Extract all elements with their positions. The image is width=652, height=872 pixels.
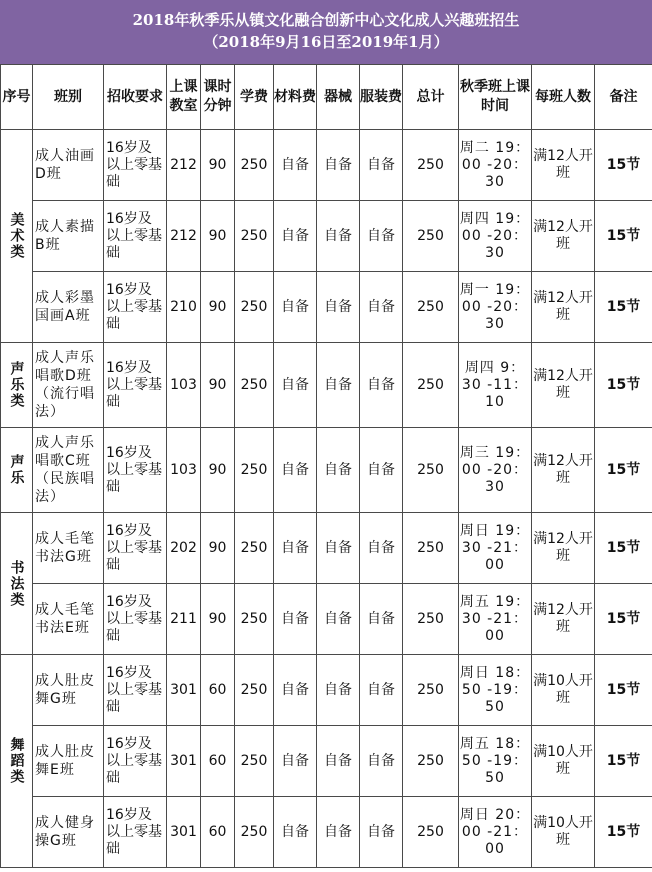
schedule-cell: 周五 19：30 -21：00 (459, 584, 532, 655)
requirement-cell: 16岁及以上零基础 (104, 584, 167, 655)
col-header-time: 秋季班上课时间 (459, 65, 532, 130)
minutes-cell: 90 (201, 272, 235, 343)
tuition-cell: 250 (235, 130, 274, 201)
requirement-cell: 16岁及以上零基础 (104, 655, 167, 726)
material-cell: 自备 (274, 130, 317, 201)
material-cell: 自备 (274, 428, 317, 513)
schedule-cell: 周日 18：50 -19：50 (459, 655, 532, 726)
equipment-cell: 自备 (317, 584, 360, 655)
material-cell: 自备 (274, 797, 317, 868)
costume-cell: 自备 (360, 428, 403, 513)
note-cell: 15节 (595, 797, 652, 868)
material-cell: 自备 (274, 201, 317, 272)
room-cell: 103 (167, 343, 201, 428)
tuition-cell: 250 (235, 272, 274, 343)
total-cell: 250 (403, 343, 459, 428)
minutes-cell: 90 (201, 428, 235, 513)
class-name-cell: 成人肚皮舞G班 (33, 655, 104, 726)
minutes-cell: 60 (201, 726, 235, 797)
minutes-cell: 90 (201, 201, 235, 272)
class-size-cell: 满12人开班 (532, 584, 595, 655)
table-row (1, 797, 652, 868)
material-cell: 自备 (274, 655, 317, 726)
schedule-cell: 周一 19：00 -20：30 (459, 272, 532, 343)
total-cell: 250 (403, 428, 459, 513)
col-header-requirement: 招收要求 (104, 65, 167, 130)
total-cell: 250 (403, 201, 459, 272)
class-name-cell: 成人毛笔书法G班 (33, 513, 104, 584)
room-cell: 212 (167, 201, 201, 272)
class-size-cell: 满12人开班 (532, 343, 595, 428)
tuition-cell: 250 (235, 428, 274, 513)
page-subtitle: （2018年9月16日至2019年1月） (203, 33, 449, 51)
total-cell: 250 (403, 272, 459, 343)
costume-cell: 自备 (360, 513, 403, 584)
minutes-cell: 90 (201, 130, 235, 201)
minutes-cell: 90 (201, 343, 235, 428)
table-row (1, 272, 652, 343)
class-name-cell: 成人油画D班 (33, 130, 104, 201)
room-cell: 210 (167, 272, 201, 343)
requirement-cell: 16岁及以上零基础 (104, 201, 167, 272)
requirement-cell: 16岁及以上零基础 (104, 513, 167, 584)
material-cell: 自备 (274, 272, 317, 343)
header-row (1, 65, 652, 130)
schedule-cell: 周日 19：30 -21：00 (459, 513, 532, 584)
minutes-cell: 90 (201, 584, 235, 655)
costume-cell: 自备 (360, 130, 403, 201)
schedule-cell: 周四 19：00 -20：30 (459, 201, 532, 272)
class-size-cell: 满10人开班 (532, 655, 595, 726)
col-header-index: 序号 (1, 65, 33, 130)
note-cell: 15节 (595, 343, 652, 428)
room-cell: 301 (167, 655, 201, 726)
note-cell: 15节 (595, 130, 652, 201)
class-size-cell: 满10人开班 (532, 797, 595, 868)
equipment-cell: 自备 (317, 428, 360, 513)
total-cell: 250 (403, 655, 459, 726)
category-cell: 声乐 (1, 428, 33, 513)
class-size-cell: 满12人开班 (532, 428, 595, 513)
costume-cell: 自备 (360, 797, 403, 868)
table-row (1, 726, 652, 797)
note-cell: 15节 (595, 726, 652, 797)
category-cell: 美术类 (1, 130, 33, 343)
tuition-cell: 250 (235, 726, 274, 797)
col-header-minutes: 课时分钟 (201, 65, 235, 130)
col-header-tuition: 学费 (235, 65, 274, 130)
requirement-cell: 16岁及以上零基础 (104, 726, 167, 797)
title-banner (0, 0, 652, 64)
col-header-note: 备注 (595, 65, 652, 130)
total-cell: 250 (403, 513, 459, 584)
page-title: 2018年秋季乐从镇文化融合创新中心文化成人兴趣班招生 (132, 11, 520, 29)
col-header-class: 班别 (33, 65, 104, 130)
class-name-cell: 成人健身操G班 (33, 797, 104, 868)
costume-cell: 自备 (360, 201, 403, 272)
costume-cell: 自备 (360, 343, 403, 428)
requirement-cell: 16岁及以上零基础 (104, 428, 167, 513)
total-cell: 250 (403, 130, 459, 201)
requirement-cell: 16岁及以上零基础 (104, 130, 167, 201)
col-header-equipment: 器械 (317, 65, 360, 130)
equipment-cell: 自备 (317, 797, 360, 868)
costume-cell: 自备 (360, 655, 403, 726)
equipment-cell: 自备 (317, 726, 360, 797)
note-cell: 15节 (595, 655, 652, 726)
class-size-cell: 满12人开班 (532, 201, 595, 272)
col-header-costume: 服装费 (360, 65, 403, 130)
class-size-cell: 满10人开班 (532, 726, 595, 797)
room-cell: 202 (167, 513, 201, 584)
class-name-cell: 成人毛笔书法E班 (33, 584, 104, 655)
requirement-cell: 16岁及以上零基础 (104, 797, 167, 868)
class-name-cell: 成人声乐唱歌D班（流行唱法） (33, 343, 104, 428)
schedule-cell: 周二 19：00 -20：30 (459, 130, 532, 201)
equipment-cell: 自备 (317, 513, 360, 584)
note-cell: 15节 (595, 201, 652, 272)
requirement-cell: 16岁及以上零基础 (104, 272, 167, 343)
schedule-cell: 周五 18：50 -19：50 (459, 726, 532, 797)
total-cell: 250 (403, 797, 459, 868)
schedule-cell: 周四 9：30 -11：10 (459, 343, 532, 428)
requirement-cell: 16岁及以上零基础 (104, 343, 167, 428)
class-name-cell: 成人素描B班 (33, 201, 104, 272)
tuition-cell: 250 (235, 797, 274, 868)
tuition-cell: 250 (235, 584, 274, 655)
equipment-cell: 自备 (317, 201, 360, 272)
col-header-room: 上课教室 (167, 65, 201, 130)
note-cell: 15节 (595, 584, 652, 655)
material-cell: 自备 (274, 343, 317, 428)
total-cell: 250 (403, 726, 459, 797)
costume-cell: 自备 (360, 272, 403, 343)
class-size-cell: 满12人开班 (532, 513, 595, 584)
room-cell: 212 (167, 130, 201, 201)
class-size-cell: 满12人开班 (532, 272, 595, 343)
tuition-cell: 250 (235, 343, 274, 428)
table-row (1, 584, 652, 655)
costume-cell: 自备 (360, 584, 403, 655)
class-name-cell: 成人肚皮舞E班 (33, 726, 104, 797)
total-cell: 250 (403, 584, 459, 655)
table-row (1, 201, 652, 272)
costume-cell: 自备 (360, 726, 403, 797)
room-cell: 301 (167, 726, 201, 797)
note-cell: 15节 (595, 428, 652, 513)
col-header-total: 总计 (403, 65, 459, 130)
room-cell: 103 (167, 428, 201, 513)
category-cell: 声乐类 (1, 343, 33, 428)
equipment-cell: 自备 (317, 130, 360, 201)
enrollment-table (0, 64, 652, 868)
material-cell: 自备 (274, 584, 317, 655)
category-cell: 舞蹈类 (1, 655, 33, 868)
class-size-cell: 满12人开班 (532, 130, 595, 201)
note-cell: 15节 (595, 513, 652, 584)
minutes-cell: 60 (201, 797, 235, 868)
col-header-class-size: 每班人数 (532, 65, 595, 130)
tuition-cell: 250 (235, 655, 274, 726)
schedule-cell: 周三 19：00 -20：30 (459, 428, 532, 513)
minutes-cell: 90 (201, 513, 235, 584)
table-row (1, 343, 652, 428)
schedule-cell: 周日 20：00 -21：00 (459, 797, 532, 868)
table-row (1, 655, 652, 726)
equipment-cell: 自备 (317, 655, 360, 726)
tuition-cell: 250 (235, 201, 274, 272)
class-name-cell: 成人彩墨国画A班 (33, 272, 104, 343)
category-cell: 书法类 (1, 513, 33, 655)
minutes-cell: 60 (201, 655, 235, 726)
table-row (1, 513, 652, 584)
equipment-cell: 自备 (317, 343, 360, 428)
table-body (1, 130, 652, 868)
material-cell: 自备 (274, 726, 317, 797)
table-row (1, 428, 652, 513)
tuition-cell: 250 (235, 513, 274, 584)
equipment-cell: 自备 (317, 272, 360, 343)
table-row (1, 130, 652, 201)
note-cell: 15节 (595, 272, 652, 343)
material-cell: 自备 (274, 513, 317, 584)
class-name-cell: 成人声乐唱歌C班（民族唱法） (33, 428, 104, 513)
room-cell: 211 (167, 584, 201, 655)
room-cell: 301 (167, 797, 201, 868)
col-header-material: 材料费 (274, 65, 317, 130)
